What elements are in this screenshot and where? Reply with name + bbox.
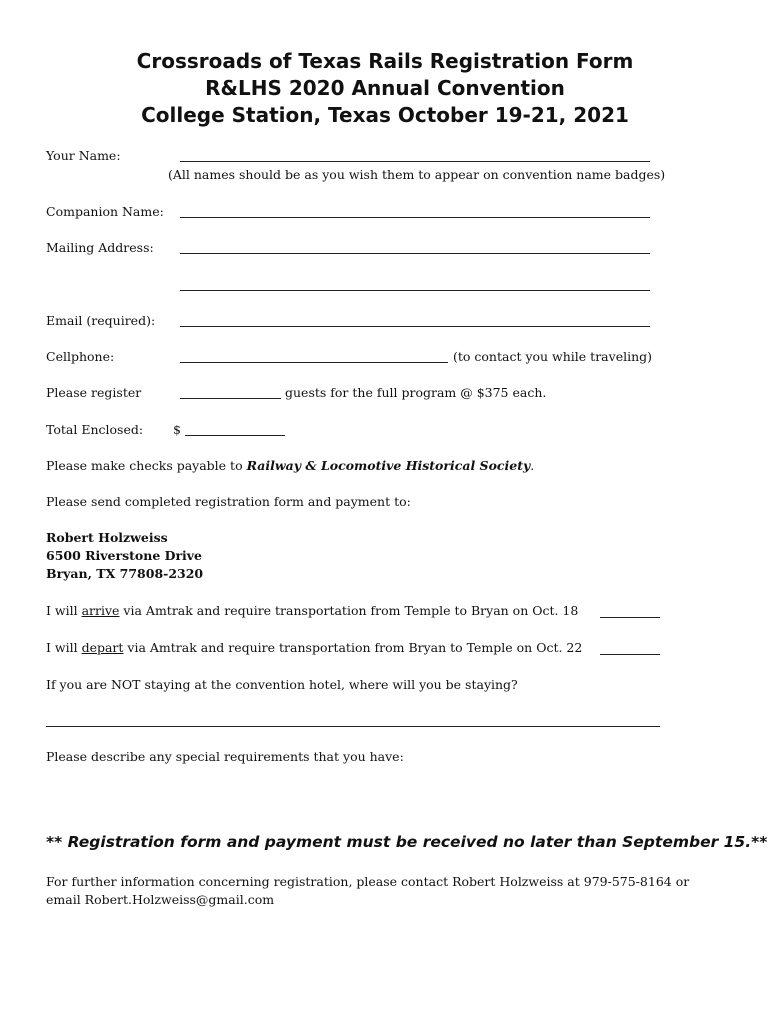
contact-info: For further information concerning registration, please contact Robert Holzweiss at 979-575-8164 or email Robert.Holzweiss@gmail.com — [46, 874, 690, 907]
payee-name: Railway & Locomotive Historical Society — [246, 458, 531, 473]
currency-symbol: $ — [173, 422, 181, 437]
arrive-field-line[interactable] — [600, 617, 660, 618]
form-title: Crossroads of Texas Rails Registration Form — [136, 49, 634, 73]
arrive-prefix: I will — [46, 603, 82, 618]
hotel-field-line[interactable] — [46, 726, 660, 727]
address-field-line-2[interactable] — [180, 290, 650, 291]
name-note: (All names should be as you wish them to appear on convention name badges) — [168, 167, 666, 182]
name-label: Your Name: — [46, 148, 121, 163]
recipient-name: Robert Holzweiss — [46, 530, 168, 545]
recipient-street: 6500 Riverstone Drive — [46, 548, 203, 563]
arrive-suffix: via Amtrak and require transportation from Temple to Bryan on Oct. 18 — [119, 603, 579, 618]
depart-word: depart — [81, 640, 124, 655]
convention-name: R&LHS 2020 Annual Convention — [205, 76, 565, 100]
send-instruction: Please send completed registration form and payment to: — [46, 494, 411, 509]
arrive-text — [46, 603, 578, 619]
total-label: Total Enclosed: — [46, 422, 144, 437]
email-field-line[interactable] — [180, 326, 650, 327]
depart-prefix: I will — [46, 640, 82, 655]
companion-field-line[interactable] — [180, 217, 650, 218]
cellphone-field-line[interactable] — [180, 362, 448, 363]
hotel-question: If you are NOT staying at the convention hotel, where will you be staying? — [46, 677, 518, 692]
checks-suffix: . — [530, 458, 535, 473]
convention-location-dates: College Station, Texas October 19-21, 2021 — [141, 103, 629, 127]
cellphone-label: Cellphone: — [46, 349, 115, 364]
name-field-line[interactable] — [180, 161, 650, 162]
address-field-line-1[interactable] — [180, 253, 650, 254]
total-field-line[interactable] — [185, 435, 285, 436]
guest-count-field-line[interactable] — [180, 398, 281, 399]
register-price-text: guests for the full program @ $375 each. — [285, 385, 547, 400]
special-requirements-prompt: Please describe any special requirements that you have: — [46, 749, 404, 764]
register-label: Please register — [46, 385, 142, 400]
checks-payable-text — [46, 458, 534, 474]
checks-prefix: Please make checks payable to — [46, 458, 247, 473]
arrive-word: arrive — [81, 603, 120, 618]
cellphone-note: (to contact you while traveling) — [453, 349, 653, 364]
email-label: Email (required): — [46, 313, 156, 328]
depart-suffix: via Amtrak and require transportation from Bryan to Temple on Oct. 22 — [123, 640, 583, 655]
depart-field-line[interactable] — [600, 654, 660, 655]
deadline-notice: ** Registration form and payment must be received no later than September 15.** — [46, 833, 768, 851]
address-label: Mailing Address: — [46, 240, 154, 255]
recipient-city: Bryan, TX 77808-2320 — [46, 566, 204, 581]
depart-text — [46, 640, 582, 656]
companion-label: Companion Name: — [46, 204, 164, 219]
